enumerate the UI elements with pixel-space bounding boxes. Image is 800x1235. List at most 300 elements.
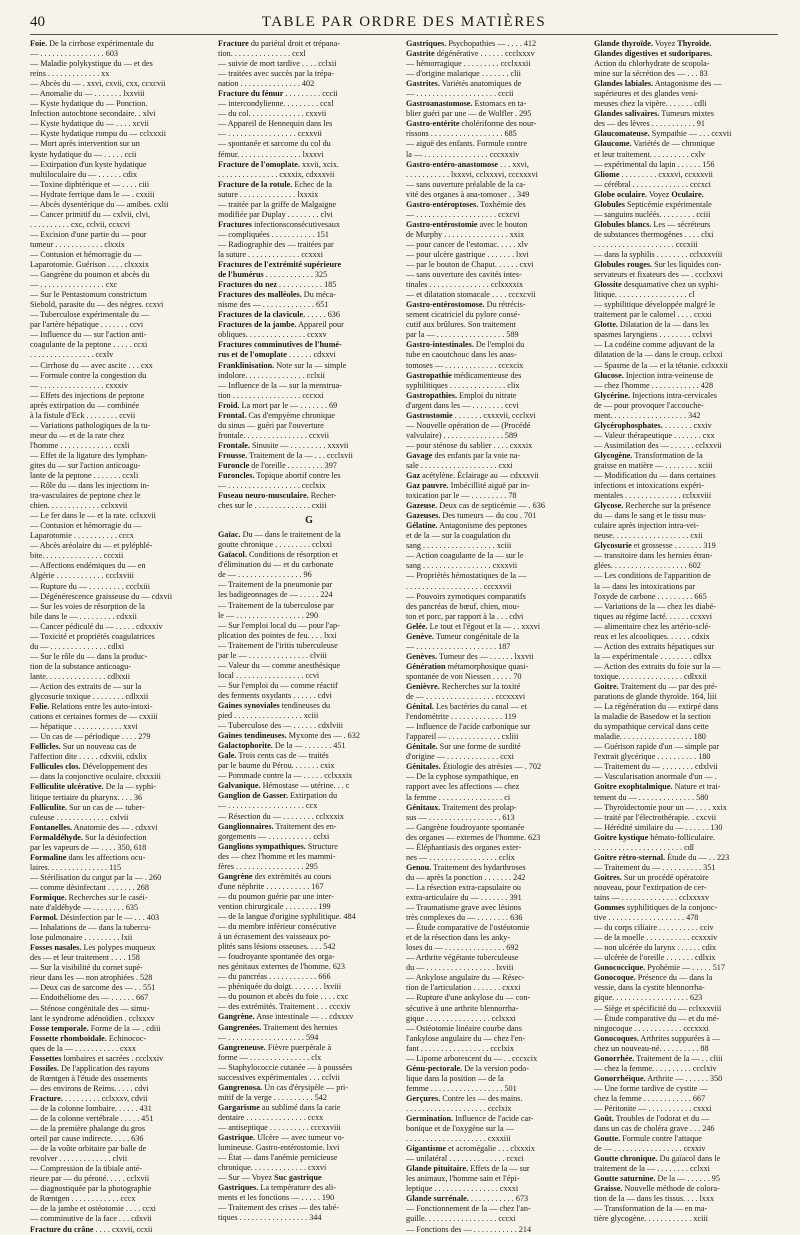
index-entry: des ferments oxydants . . . . . . cdvi <box>218 690 332 700</box>
index-entry: — Abcès aréolaire du — et pyléphlé- <box>30 541 153 551</box>
index-entry: nation . . . . . . . . . . . . . . . 402 <box>218 79 315 89</box>
index-entry: — Résection du — . . . . . . . . cclxxxix <box>218 811 344 821</box>
index-entry: Glucose. Injection intra-veineuse de <box>594 370 714 380</box>
index-entry: Furoncle de l'oreille . . . . . . . . . 397 <box>218 460 337 470</box>
index-entry: — Cirrhose du — avec ascite . . . cxx <box>30 360 153 370</box>
index-entry: et de la résection dans les anky- <box>406 933 511 943</box>
index-entry: du — dans le sang et le tissu mus- <box>594 511 706 521</box>
index-entry: tumeur . . . . . . . . . . . . clxxix <box>30 239 125 249</box>
index-entry: — Une forme tardive de cystite — <box>594 1083 708 1093</box>
index-entry: lante. . . . . . . . . . . . . . . cdlxxii <box>30 671 131 681</box>
index-entry: l'homme . . . . . . . . . . . . . ccxli <box>30 440 130 450</box>
index-entry: Glande thyroïde. Voyez Thyroïde. <box>594 39 712 48</box>
index-entry: sale . . . . . . . . . . . . . . . . . . . cxxi <box>406 460 513 470</box>
index-entry: — Action des extraits de — sur la <box>30 682 142 691</box>
index-entry: mitif de la verge . . . . . . . . . . 542 <box>218 1092 327 1102</box>
index-entry: Goût. Troubles de l'odorat et du — <box>594 1114 710 1124</box>
index-entry: vention chirurgicale . . . . . . . . 199 <box>218 901 331 911</box>
index-entry: Globules blancs. Les — sécréteurs <box>594 219 711 229</box>
index-entry: — sanguins nucléés. . . . . . . . . cciii <box>594 209 711 219</box>
index-entry: — de la moelle . . . . . . . . . . . ccxxxiv <box>594 933 718 943</box>
index-entry: Follicules clos. Développement des <box>30 762 148 772</box>
index-entry: rissons . . . . . . . . . . . . . . . . . . 685 <box>406 129 517 139</box>
index-entry: Fracture de la rotule. Echec de la <box>218 179 333 189</box>
index-entry: — par le bouton de Chaput. . . . . . cxvi <box>406 260 534 270</box>
index-entry: Folliculite. Sur un cas de — tuber- <box>30 802 145 812</box>
index-entry: — Compression de la tibiale anté- <box>30 1164 143 1174</box>
index-entry: — . . . . . . . . . . . . . . . . . . . . cccii <box>406 89 514 99</box>
index-entry: — Étude comparative de l'ostéotomie <box>406 923 530 933</box>
index-entry: — Variations pathologiques de la tu- <box>30 420 151 430</box>
index-entry: culeuse . . . . . . . . . . . . . cxlvii <box>30 812 129 822</box>
index-entry: tomoses — . . . . . . . . . . . . . cccxcix <box>406 360 524 370</box>
index-entry: la — . . . . . . . . . . . . . . . . cccxxxiv <box>406 149 520 159</box>
index-entry: ques de la — . . . . . . . . . . . cxxx <box>30 1043 136 1053</box>
index-entry: nes génitaux externes de l'homme. 623 <box>218 962 345 972</box>
index-entry: — Pommade contre la — . . . . . cclxxxix <box>218 771 353 781</box>
index-entry: — Gangrène foudroyante spontanée <box>406 822 525 832</box>
index-entry: Gastro-intestinales. De l'emploi du <box>406 340 525 350</box>
index-entry: — Kyste hydatique du — Ponction. <box>30 99 148 109</box>
index-entry: — Toxicité et propriétés coagulatrices <box>30 631 155 641</box>
page-number: 40 <box>30 14 45 30</box>
index-entry: — Stérilisation du catgut par la — . 260 <box>30 872 162 882</box>
index-entry: du — . . . . . . . . . . . . . . cdlxi <box>30 641 125 651</box>
index-entry: ments et les fonctions — . . . . . 190 <box>218 1193 335 1203</box>
index-entry: neuse. . . . . . . . . . . . . . . . . . . cxii <box>594 531 703 541</box>
index-entry: Genèves. Tumeur des — . . . . . . lxxvii <box>406 651 534 661</box>
index-entry: cutif aux brûlures. Son traitement <box>406 320 516 330</box>
index-entry: Glaucomateuse. Sympathie — . . . ccxvii <box>594 129 732 139</box>
index-entry: spontanée de von Niessen . . . . . 70 <box>406 671 522 681</box>
index-entry: nouveau, pour l'extirpation de cer- <box>594 882 707 892</box>
index-entry: forme — . . . . . . . . . . . . . . . clx <box>218 1052 322 1062</box>
index-entry: — Anomalie du — . . . . . . . lxxviii <box>30 89 145 99</box>
index-entry: Gaz acétylène. Éclairage au — cdxxxvii <box>406 471 539 481</box>
index-entry: tinales . . . . . . . . . . . . . . . cclxxxxix <box>406 280 524 290</box>
index-entry: — Tuberculose expérimentale du — <box>30 310 150 320</box>
index-entry: — Traitement des crises — des tabé- <box>218 1203 339 1213</box>
index-entry: Gastro-entérostomie avec le bouton <box>406 219 528 229</box>
index-entry: chronique. . . . . . . . . . . . . . cxxvi <box>218 1163 327 1173</box>
index-entry: gorgements — . . . . . . . . . . . cclxi <box>218 831 330 841</box>
index-entry: — Valeur du — comme anesthésique <box>218 660 340 670</box>
index-entry: Goutte saturnine. De la — . . . . . . 95 <box>594 1174 720 1184</box>
index-entry: — . . . . . . . . . . . . . . . . . . . . 187 <box>406 641 511 651</box>
index-entry: — syphilitique développée malgré le <box>594 300 715 310</box>
index-entry: Genièvre. Recherches sur la toxité <box>406 682 521 691</box>
index-entry: . . . . . . . . . . . . . . . . ccxlv <box>30 350 114 360</box>
index-entry: — Modification du — dans certaines <box>594 471 716 481</box>
index-entry: dilatation de la — dans le croup. cclxxi <box>594 350 723 360</box>
index-entry: Ganglions sympathiques. Structure <box>218 841 338 851</box>
index-entry: — . . . . . . . . . . . . . . . . cxxxiv <box>30 380 129 390</box>
index-entry: des — et leur traitement . . . . 158 <box>30 953 140 963</box>
index-entry: — Gangrène du poumon et abcès du <box>30 270 150 280</box>
index-entry: bite. . . . . . . . . . . . . . . cccxii <box>30 551 124 561</box>
index-entry: — Extirpation d'un kyste hydatique <box>30 159 147 169</box>
index-entry: rieur dans les — non atrophiées . 528 <box>30 973 153 983</box>
index-entry: reins . . . . . . . . . . . . . xx <box>30 69 110 79</box>
index-entry: — Vascularisation anormale d'un — . <box>594 772 717 782</box>
index-entry: Fracture du crâne . . . . cxxvii, ccxii <box>30 1224 153 1234</box>
index-entry: Génitaux. Traitement des prolap- <box>406 802 517 812</box>
index-entry: Gastriques. Psychopathies — . . . . 412 <box>406 39 537 48</box>
index-entry: Gonocoques. Arthrites suppurées à — <box>594 1033 721 1043</box>
index-entry: — Action des extraits du foie sur la — <box>594 661 721 671</box>
index-entry: — Contusion et hémorragie du — <box>30 521 142 531</box>
index-entry: — spontanée et sarcome du col du <box>218 139 331 149</box>
index-entry: Gazeuse. Deux cas de septicémie — . 636 <box>406 501 545 511</box>
index-entry: — . . . . . . . . . . . . . . . . . . . . ccxcvi <box>406 209 520 219</box>
index-entry: successives expérimentales . . . cclvii <box>218 1072 340 1082</box>
index-entry: des — des lèvres . . . . . . . . . . . 91 <box>594 119 705 129</box>
index-column <box>218 39 400 1223</box>
index-entry: de Rœntgen à l'étude des ossements <box>30 1073 148 1083</box>
index-entry: Gonococcique. Pyohémie — . . . . . 517 <box>594 963 725 973</box>
index-entry: du — après la ponction . . . . . . . 242 <box>406 872 526 882</box>
index-entry: — Staphylococcie cutanée — à poussées <box>218 1062 353 1072</box>
index-entry: la — expérimentale . . . . . . . . cdlxx <box>594 651 712 661</box>
index-entry: dans un cas de choléra grave . . . 246 <box>594 1124 715 1134</box>
page-header <box>30 10 778 35</box>
index-entry: et leur traitement. . . . . . . . . . cxlv <box>594 149 705 159</box>
index-entry: Génitale. Sur une forme de surdité <box>406 742 521 752</box>
index-entry: Ganglion de Gasser. Extirpation du <box>218 791 338 801</box>
index-entry: syphilitiques . . . . . . . . . . . . . . clix <box>406 380 520 390</box>
index-entry: Gonorrhéique. Arthrite — . . . . . . 350 <box>594 1073 723 1083</box>
index-entry: de Rœntgen . . . . . . . . . . . . cccx <box>30 1194 136 1204</box>
index-entry: — du poumon et abcès du foie . . . . cxc <box>218 992 349 1002</box>
index-entry: Fractures du nez . . . . . . . . . . . 185 <box>218 280 337 290</box>
index-entry: Gale. Trois cents cas de — traités <box>218 751 329 761</box>
index-entry: leptique . . . . . . . . . . . . . . . . cxxxi <box>406 1184 519 1194</box>
index-entry: Gaz pauvre. Imbécillité aiguë par in- <box>406 481 530 491</box>
index-entry: — Ostéotomie linéaire courbe dans <box>406 1023 522 1033</box>
index-entry: Gastro-entéro-anastomose . . . xxvi, <box>406 159 529 169</box>
section-letter: G <box>305 515 313 527</box>
index-entry: Gastropathie médicamenteuse des <box>406 370 522 380</box>
index-entry: — Abcès dysentérique du — amibes. cxlii <box>30 199 169 209</box>
index-entry: Glandes digestives et sudoripares. <box>594 49 713 59</box>
index-entry: tra-vasculaires de peptone chez le <box>30 491 141 501</box>
index-entry: — . . . . . . . . . . . . . . . . . . ccclxix <box>218 481 326 491</box>
index-entry: Fracture du fémur . . . . . . . . . cccii <box>218 89 338 99</box>
index-entry: dentaire . . . . . . . . . . . . . . . ccxx <box>218 1112 324 1122</box>
index-entry: par le baume du Pérou. . . . . . . cxix <box>218 761 335 771</box>
index-entry: Fractures des malléoles. Du méca- <box>218 290 336 300</box>
index-entry: cations et certaines formes de — cxxiii <box>30 712 158 722</box>
index-entry: Siebold, parasite du — des nègres. ccxvi <box>30 300 164 310</box>
index-entry: toxication par le — . . . . . . . . . 78 <box>406 491 517 501</box>
index-entry: — Dégénérescence graisseuse du — cdxvii <box>30 591 173 601</box>
index-entry: multiloculaire du — . . . . . . cdix <box>30 169 138 179</box>
index-entry: les badigeonnages de — . . . . . 224 <box>218 590 333 600</box>
index-entry: — Sur — Voyez Suc gastrique <box>218 1173 322 1183</box>
index-entry: Froid. La mort par le — . . . . . . . 69 <box>218 400 338 410</box>
index-entry: — chez l'homme . . . . . . . . . . . . 428 <box>594 380 714 390</box>
index-entry: — Kyste hydatique rompu du — cclxxxii <box>30 129 166 139</box>
index-entry: Action du chlorhydrate de scopola- <box>594 59 710 69</box>
index-entry: — non ulcérée du larynx . . . . . . cdix <box>594 943 717 953</box>
index-entry: supérieures et des glandes veni- <box>594 89 699 99</box>
index-entry: — Nouvelle opération de — (Procédé <box>406 420 531 430</box>
index-entry: — d'origine malarique . . . . . . . clii <box>406 69 521 79</box>
index-entry: — Excision d'une partie du — pour <box>30 229 147 239</box>
index-entry: Gangreneuse. Fièvre puerpérale à <box>218 1042 332 1052</box>
index-entry: Formaline dans les affections ocu- <box>30 852 146 862</box>
index-entry: coagulante de la peptone . . . . . ccxi <box>30 340 148 350</box>
index-entry: Fracture de l'omoplate. xxvii, xcix. <box>218 159 340 169</box>
index-entry: Goitres. Sur un procédé opératoire <box>594 872 709 882</box>
index-entry: revolver . . . . . . . . . . . . . clvii <box>30 1154 128 1164</box>
index-entry: gique. . . . . . . . . . . . . . . . . . . 623 <box>594 993 703 1003</box>
index-entry: guille. . . . . . . . . . . . . . . . . . cccxi <box>406 1214 516 1224</box>
index-entry: Glande pituitaire. Effets de la — sur <box>406 1164 530 1174</box>
index-entry: — . . . . . . . . . . . . . . . . cxc <box>30 280 118 290</box>
index-entry: — Propriétés hémostatiques de la — <box>406 571 527 581</box>
index-entry: — Fonctionnement de la — chez l'an- <box>406 1204 531 1214</box>
index-entry: . . . . . . . . . . . . . . . . . . . . cxxxiii <box>406 1134 511 1144</box>
index-entry: Glandes labiales. Antagonisme des — <box>594 79 722 89</box>
index-entry: — du pancréas . . . . . . . . . . . . 666 <box>218 972 331 982</box>
index-entry: — pour cancer de l'estomac. . . . . xlv <box>406 239 528 249</box>
index-entry: . . . . . . . . . . . . . . . . . . . . cccxiii <box>594 239 698 249</box>
index-entry: tains — . . . . . . . . . . . . . . cclxxxxv <box>594 892 710 902</box>
index-entry: ningocoque . . . . . . . . . . . . cccxxxi <box>594 1023 709 1033</box>
index-entry: — Sur le rôle du — dans la produc- <box>30 651 148 661</box>
index-entry: Génitales. Étiologie des atrésies — . 702 <box>406 762 542 772</box>
index-entry: — Inhalations de — dans la tubercu- <box>30 923 151 933</box>
index-entry: plités sans lésions osseuses. . . . 542 <box>218 942 336 952</box>
index-entry: les animaux, l'homme sain et l'épi- <box>406 1174 520 1184</box>
index-entry: . . . . . . . . . . . . . . . . . . . . ccclxix <box>406 1103 512 1113</box>
index-entry: du — . . . . . . . . . . . . . . . . . lxviii <box>406 963 514 973</box>
index-entry: local . . . . . . . . . . . . . . . . . ccvi <box>218 670 320 680</box>
index-entry: servateurs et fixateurs des — . ccclxxvi <box>594 270 723 280</box>
index-entry: gites du — sur l'action anticoagu- <box>30 460 141 470</box>
index-entry: Gaïacol. Conditions de résorption et <box>218 550 338 560</box>
index-entry: graisse en matière — . . . . . . . . xciii <box>594 460 713 470</box>
index-entry: — Affections endémiques du — en <box>30 561 146 571</box>
index-entry: Fracture. . . . . . . . . . cclxxxv, cdvii <box>30 1093 148 1103</box>
index-entry: Glycose. Recherche sur la présence <box>594 501 711 511</box>
index-entry: — hémorragique . . . . . . . . . ccclxxxii <box>406 59 531 69</box>
index-entry: — antiseptique . . . . . . . . . . cccxxviii <box>218 1122 341 1132</box>
index-entry: — phéniquée du doigt. . . . . . . . lxviii <box>218 982 342 992</box>
index-entry: plication des pointes de feu. . . . lxxi <box>218 630 337 640</box>
index-entry: Gonorrhée. Traitement de la — . . cliii <box>594 1053 723 1063</box>
index-entry: Ganglionnaires. Traitement des en- <box>218 821 337 831</box>
index-entry: lant le syndrome adénoïdien . cclxxxv <box>30 1013 155 1023</box>
index-entry: — unilatéral . . . . . . . . . . . . . . ccxci <box>406 1154 524 1164</box>
index-entry: — sans ouverture préalable de la ca- <box>406 179 526 189</box>
index-entry: . . . . . . . . . . cxc, cclvii, ccxcvi <box>30 219 131 229</box>
index-entry: — Éléphantiasis des organes exter- <box>406 842 522 852</box>
index-entry: litique. . . . . . . . . . . . . . . . . . cl <box>594 290 695 300</box>
index-entry: Frousse. Traitement de la — . . . ccclxvii <box>218 450 353 460</box>
index-entry: Foie. De la cirrhose expérimentale du <box>30 39 154 48</box>
index-entry: — Maladie polykystique du — et des <box>30 59 153 69</box>
index-entry: mine sur la sécrétion des — . . . 83 <box>594 69 708 79</box>
index-entry: d'élimination du — et du carbonate <box>218 560 334 570</box>
index-entry: Fontanelles. Anatomie des — . cdxxvi <box>30 822 158 832</box>
index-entry: — Traitement de l'iritis tuberculeuse <box>218 640 338 650</box>
index-entry: Gargarisme au sublimé dans la carie <box>218 1102 341 1112</box>
index-entry: Frontal. Cas d'empyème chronique <box>218 410 335 420</box>
index-entry: — Fonctions des — . . . . . . . . . . . 214 <box>406 1224 532 1234</box>
index-entry: vessie, dans la cystite blennorrha- <box>594 983 705 993</box>
index-entry: — du corps ciliaire . . . . . . . . . . cciv <box>594 923 714 933</box>
index-entry: l'extrait glycérique . . . . . . . . . . 180 <box>594 752 711 762</box>
index-entry: suture . . . . . . . . . . . . . . lxxxix <box>218 189 319 199</box>
index-entry: Gliome . . . . . . . . . cxxxvi, ccxxxvii <box>594 169 713 179</box>
index-entry: Glycérine. Injections intra-cervicales <box>594 390 717 400</box>
index-entry: parations de glande thyroïde. 164, liii <box>594 692 717 702</box>
index-entry: rus et de l'omoplate . . . . . . cdxxvi <box>218 350 336 360</box>
index-entry: l'affection dite . . . . . cdxviii, cdxlix <box>30 752 147 762</box>
index-entry: — Mort après intervention sur un <box>30 139 140 149</box>
index-entry: traitement par le calomel . . . . ccxxi <box>594 310 712 320</box>
index-entry: tiques . . . . . . . . . . . . . . . . . 344 <box>218 1213 322 1223</box>
index-entry: Gastrique. Ulcère — avec tumeur vo- <box>218 1133 345 1143</box>
index-entry: — hépatique . . . . . . . . . . . . xxvi <box>30 722 138 732</box>
index-entry: — comme désinfectant . . . . . . . 268 <box>30 882 149 892</box>
index-entry: — suivie de mort tardive . . . . cclxii <box>218 59 337 69</box>
index-entry: la suture . . . . . . . . . . . . . ccxxxi <box>218 249 324 259</box>
index-entry: — Formule contre la congestion du <box>30 370 147 380</box>
index-entry: des pancréas de bœuf, chien, mou- <box>406 601 520 611</box>
index-entry: Gastro-entérite cholériforme des nour- <box>406 119 537 129</box>
index-entry: rapport avec les affections — chez <box>406 782 520 792</box>
index-entry: blier guéri par une — de Wolfler . 295 <box>406 109 532 119</box>
index-entry: de — . . . . . . . . . . . . . . . . 96 <box>218 570 312 580</box>
index-entry: Gastropathies. Emploi du nitrate <box>406 390 517 400</box>
index-entry: . . . . . . . . . . . . . . . . . . . cccxxvii <box>406 581 512 591</box>
index-entry: litique tertiaire du pharynx. . . . 36 <box>30 792 143 802</box>
index-entry: obliques. . . . . . . . . . . . . . . ccxxv <box>218 330 327 340</box>
index-entry: Gaines synoviales tendineuses du <box>218 701 331 710</box>
index-entry: — . . . . . . . . . . . . . . . . . ccxxvii <box>218 129 322 139</box>
index-entry: la — dans les intoxications par <box>594 581 696 591</box>
index-entry: Fractures de la clavicule. . . . . . 636 <box>218 310 340 320</box>
index-entry: — Kyste hydatique du — . . . . xcvii <box>30 119 149 129</box>
index-entry: lose pulmonaire . . . . . . . . . lxii <box>30 933 133 943</box>
index-entry: Fossiles. De l'application des rayons <box>30 1063 150 1073</box>
index-entry: tion de la — dans les tissus. . . . lxxx <box>594 1194 715 1204</box>
index-entry: — Influence de la — sur la menstrua- <box>218 380 342 390</box>
index-entry: — Sur l'emploi du — comme réactif <box>218 680 338 690</box>
index-entry: vité des organes à ana-tomoser . . 349 <box>406 189 530 199</box>
index-entry: Fractures comminutives de l'humé- <box>218 340 342 350</box>
index-entry: Genève. Tumeur congénitale de la <box>406 631 520 641</box>
index-entry: Goitre rétro-sternal. Étude du — . . 223 <box>594 852 730 862</box>
index-entry: — Deux cas de sarcome des — . . 551 <box>30 983 156 993</box>
index-entry: — Effets des injections de peptone <box>30 390 145 400</box>
index-entry: Infection autochtone secondaire. . xlvi <box>30 109 156 119</box>
index-entry: — Siège et spécificité du — cclxxxviii <box>594 1003 722 1013</box>
index-entry: Goitre. Traitement du — par des pré- <box>594 682 718 691</box>
index-entry: — Appareil de Hennequin dans les <box>218 119 333 129</box>
index-entry: — Hérédité similaire du — . . . . . . 130 <box>594 822 723 832</box>
index-entry: à un écrasement des vaisseaux po- <box>218 932 331 942</box>
index-entry: — Hydrate ferrique dans le — . cxxiii <box>30 189 155 199</box>
index-entry: modifiée par Duplay . . . . . . . . clvi <box>218 209 333 219</box>
index-entry: — pour ulcère gastrique . . . . . . . lxvi <box>406 249 529 259</box>
index-entry: — de la colonne vertébrale . . . . . 451 <box>30 1114 154 1124</box>
index-entry: — La résection extra-capsulaire ou <box>406 882 522 892</box>
index-entry: — La régénération du — extirpé dans <box>594 702 719 712</box>
index-entry: mentales . . . . . . . . . . . . . . cclxxviii <box>594 491 712 501</box>
index-entry: ment. . . . . . . . . . . . . . . . . . . 342 <box>594 410 701 420</box>
index-entry: des organes — externes de l'homme. 623 <box>406 832 541 842</box>
index-entry: — Rôle du — dans les injections in- <box>30 481 150 491</box>
index-entry: tiques au régime lacté. . . . . . ccxxvi <box>594 611 712 621</box>
index-entry: — et dilatation stomacale . . . . cccxcvii <box>406 290 536 300</box>
index-entry: indolore. . . . . . . . . . . . . . . cclxii <box>218 370 325 380</box>
index-entry: Globules rouges. Sur les liquides con- <box>594 260 722 270</box>
index-entry: tière glycogène. . . . . . . . . . . . xciii <box>594 1214 708 1224</box>
index-entry: — Assimilation des — . . . . . . cclxxvii <box>594 440 722 450</box>
index-entry: — dans la syphilis . . . . . . . . cclxxxviii <box>594 249 723 259</box>
index-entry: la femme . . . . . . . . . . . . . . . . ci <box>406 792 511 802</box>
index-entry: — Transformation de la — en ma- <box>594 1204 708 1214</box>
index-entry: Gastro-entéroptoses. Toxhémie des <box>406 199 526 209</box>
index-entry: — Sur l'emploi local du — pour l'ap- <box>218 620 340 630</box>
index-entry: le — . . . . . . . . . . . . . . . . . 290 <box>218 610 319 620</box>
index-entry: — Valeur thérapeutique . . . . . . . cxx <box>594 430 715 440</box>
index-entry: — Les conditions de l'apparition de <box>594 571 711 581</box>
index-entry: — traité par l'électrothérapie. . cxcvii <box>594 812 717 822</box>
index-entry: gique . . . . . . . . . . . . . . . . cclxxxi <box>406 1013 516 1023</box>
index-entry: Glycogène. Transformation de la <box>594 450 703 460</box>
index-entry: Franklinisation. Note sur la — simple <box>218 360 347 370</box>
index-entry: — transitoire dans les hernies étran- <box>594 551 713 561</box>
index-entry: l'ankylose angulaire du — chez l'en- <box>406 1033 526 1043</box>
index-entry: d'argent dans les — . . . . . . . . ccvi <box>406 400 519 410</box>
index-entry: par la — . . . . . . . . . . . . . . . . . 589 <box>406 330 519 340</box>
index-entry: — Cancer primitif du — cxlvii, clvi, <box>30 209 151 219</box>
index-entry: Fuseau neuro-musculaire. Recher- <box>218 491 337 501</box>
index-entry: Glycérophosphates. . . . . . . . cxxiv <box>594 420 712 430</box>
index-entry: Goitre kystique hémato-folliculaire. <box>594 832 716 842</box>
index-entry: — . . . . . . . . . . . . . . . . . . . 594 <box>218 1032 319 1042</box>
index-entry: — Action des extraits hépatiques sur <box>594 641 715 651</box>
index-entry: — Le fer dans le — et la rate. cclxxvii <box>30 511 156 521</box>
index-entry: . . . . . . . . . . . . . . . . . . . . . . cdl <box>594 842 695 852</box>
index-entry: orteil par cause indirecte. . . . . 636 <box>30 1134 144 1144</box>
index-entry: Folliculite ulcérative. De la — syphi- <box>30 782 156 792</box>
index-entry: — ulcérée de l'oreille . . . . . . . cdlxix <box>594 953 716 963</box>
index-entry: Genou. Traitement des hydarthroses <box>406 862 526 872</box>
index-entry: par le — . . . . . . . . . . . . . . . clviii <box>218 650 327 660</box>
index-entry: — Toxine diphtérique et — . . . . ciii <box>30 179 150 189</box>
index-entry: — comminutive de la face . . . cdxvii <box>30 1214 152 1224</box>
index-entry: — Guérison rapide d'un — simple par <box>594 742 720 752</box>
index-entry: sang . . . . . . . . . . . . . . . . . . xciii <box>406 541 512 551</box>
index-entry: Globules Septicémie expérimentale <box>594 199 712 209</box>
index-entry: pied . . . . . . . . . . . . . . . . . xciii <box>218 711 319 721</box>
index-entry: — dans la conjonctive oculaire. clxxxiii <box>30 772 161 782</box>
index-entry: — des extrémités. Traitement . . . cccxiv <box>218 1002 351 1012</box>
index-entry: tion de l'articulation . . . . . . . cxxxi <box>406 983 521 993</box>
index-entry: tube en caoutchouc dans les anas- <box>406 350 517 360</box>
index-entry: Gangrenées. Traitement des hernies <box>218 1022 338 1032</box>
index-entry: Fosses nasales. Les polypes muqueux <box>30 943 156 953</box>
index-entry: — du poumon guérie par une inter- <box>218 891 334 901</box>
index-entry: fères . . . . . . . . . . . . . . . . . 295 <box>218 861 318 871</box>
index-entry: — La codéine comme adjuvant de la <box>594 340 715 350</box>
